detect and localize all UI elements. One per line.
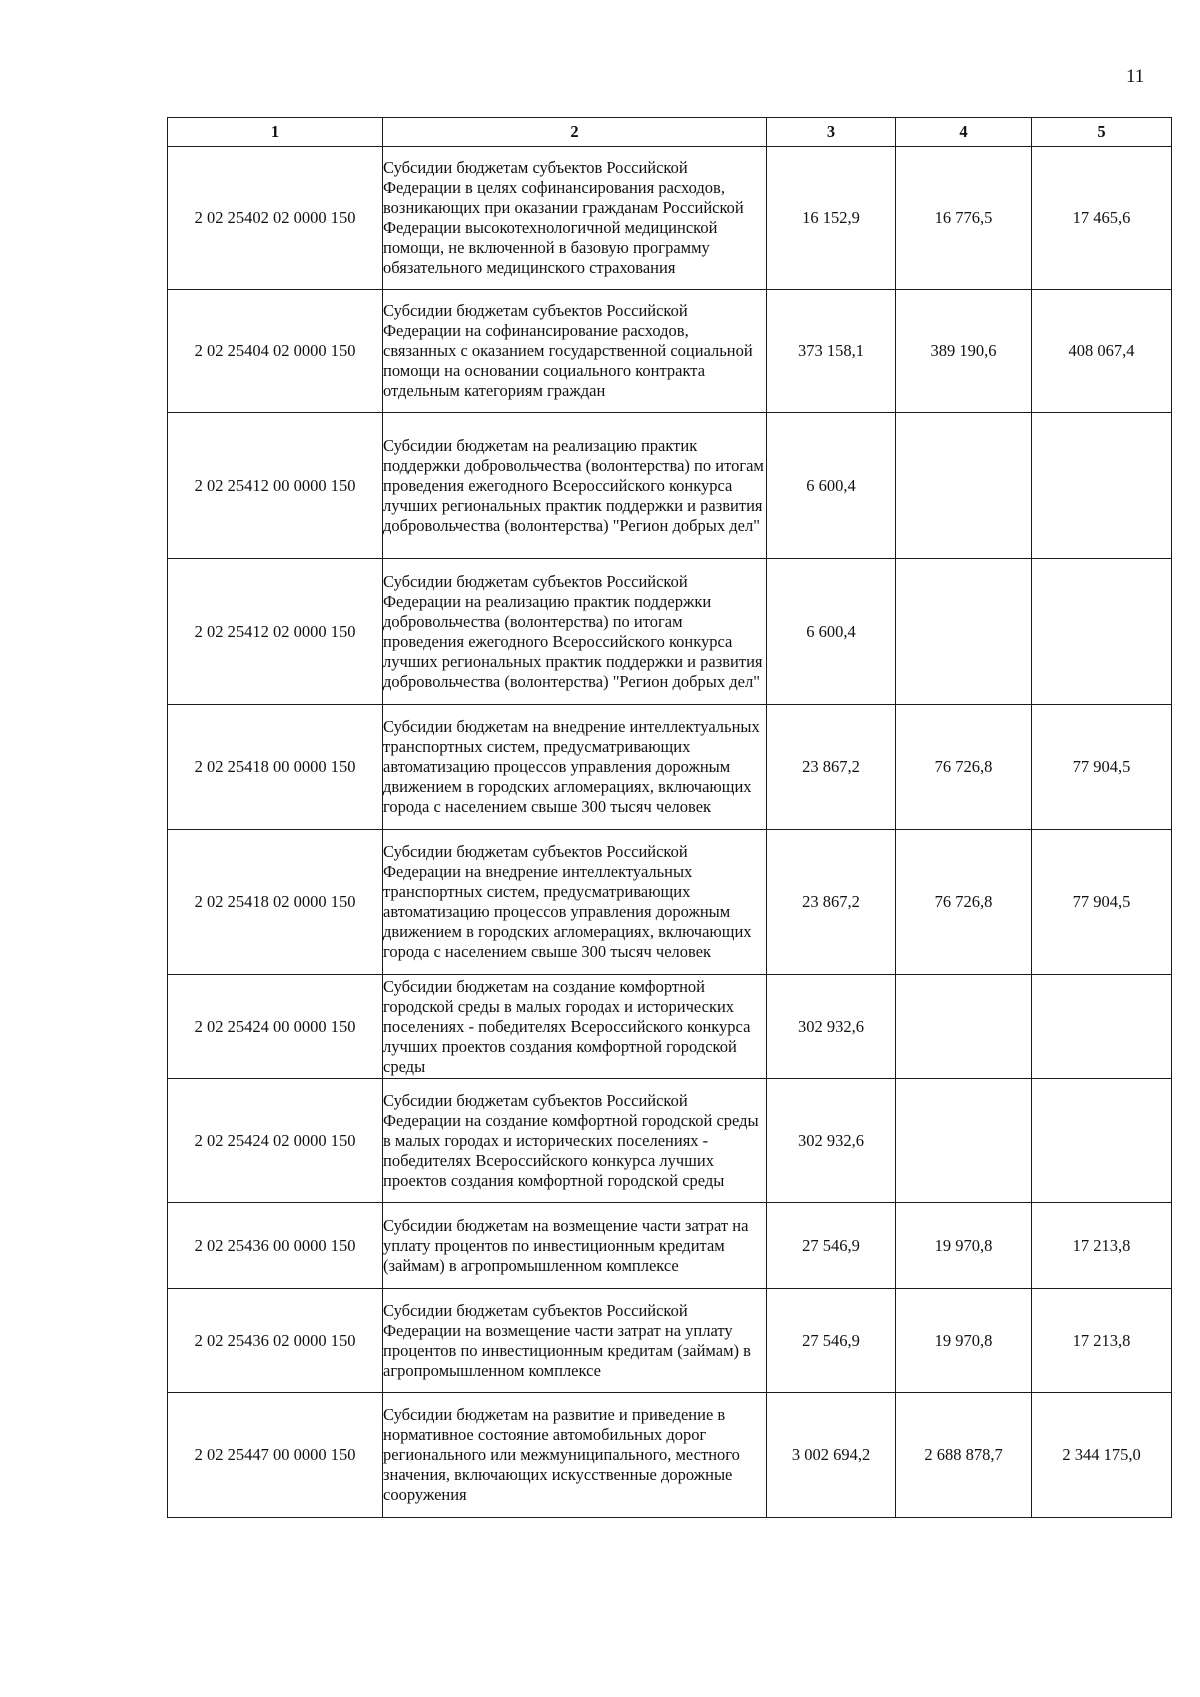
row-code: 2 02 25418 00 0000 150 bbox=[168, 705, 383, 830]
row-value-col5: 17 213,8 bbox=[1032, 1203, 1172, 1289]
table-row bbox=[168, 290, 1172, 413]
row-value-col5: 2 344 175,0 bbox=[1032, 1393, 1172, 1518]
row-value-col5 bbox=[1032, 413, 1172, 559]
row-code: 2 02 25404 02 0000 150 bbox=[168, 290, 383, 413]
row-value-col5: 17 465,6 bbox=[1032, 147, 1172, 290]
table-row bbox=[168, 147, 1172, 290]
row-description: Субсидии бюджетам на реализацию практик поддержки добровольчества (волонтерства) по итогам проведения ежегодного Всероссийского конкурса лучших региональных практик поддержки и развития добровольчества (волонтерства) "Регион добрых дел" bbox=[383, 413, 767, 559]
table-row bbox=[168, 559, 1172, 705]
column-header-1: 1 bbox=[168, 118, 383, 147]
row-value-col3: 16 152,9 bbox=[767, 147, 896, 290]
row-value-col4 bbox=[896, 559, 1032, 705]
row-value-col4: 16 776,5 bbox=[896, 147, 1032, 290]
row-value-col5: 77 904,5 bbox=[1032, 830, 1172, 975]
row-value-col5 bbox=[1032, 559, 1172, 705]
row-value-col4: 2 688 878,7 bbox=[896, 1393, 1032, 1518]
row-value-col4: 76 726,8 bbox=[896, 830, 1032, 975]
row-code: 2 02 25424 00 0000 150 bbox=[168, 975, 383, 1079]
row-code: 2 02 25402 02 0000 150 bbox=[168, 147, 383, 290]
column-header-5: 5 bbox=[1032, 118, 1172, 147]
row-value-col4: 19 970,8 bbox=[896, 1203, 1032, 1289]
row-value-col3: 3 002 694,2 bbox=[767, 1393, 896, 1518]
table-row bbox=[168, 1393, 1172, 1518]
row-description: Субсидии бюджетам субъектов Российской Федерации на создание комфортной городской среды в малых городах и исторических поселениях - победителях Всероссийского конкурса лучших проектов создания комфортной городской среды bbox=[383, 1079, 767, 1203]
row-code: 2 02 25412 00 0000 150 bbox=[168, 413, 383, 559]
table-row bbox=[168, 1079, 1172, 1203]
row-value-col4: 76 726,8 bbox=[896, 705, 1032, 830]
row-code: 2 02 25418 02 0000 150 bbox=[168, 830, 383, 975]
row-value-col3: 23 867,2 bbox=[767, 705, 896, 830]
table-row bbox=[168, 413, 1172, 559]
row-value-col3: 27 546,9 bbox=[767, 1289, 896, 1393]
table-header bbox=[168, 118, 1172, 147]
header-row bbox=[168, 118, 1172, 147]
row-value-col4 bbox=[896, 975, 1032, 1079]
row-description: Субсидии бюджетам субъектов Российской Федерации в целях софинансирования расходов, возникающих при оказании гражданам Российской Федерации высокотехнологичной медицинской помощи, не включенной в базовую программу обязательного медицинского страхования bbox=[383, 147, 767, 290]
row-value-col5: 408 067,4 bbox=[1032, 290, 1172, 413]
row-value-col3: 23 867,2 bbox=[767, 830, 896, 975]
row-description: Субсидии бюджетам субъектов Российской Федерации на внедрение интеллектуальных транспортных систем, предусматривающих автоматизацию процессов управления дорожным движением в городских агломерациях, включающих города с населением свыше 300 тысяч человек bbox=[383, 830, 767, 975]
row-value-col4: 389 190,6 bbox=[896, 290, 1032, 413]
row-description: Субсидии бюджетам на создание комфортной городской среды в малых городах и исторических поселениях - победителях Всероссийского конкурса лучших проектов создания комфортной городской среды bbox=[383, 975, 767, 1079]
row-code: 2 02 25436 00 0000 150 bbox=[168, 1203, 383, 1289]
row-value-col3: 6 600,4 bbox=[767, 413, 896, 559]
table-row bbox=[168, 830, 1172, 975]
row-description: Субсидии бюджетам субъектов Российской Федерации на софинансирование расходов, связанных с оказанием государственной социальной помощи на основании социального контракта отдельным категориям граждан bbox=[383, 290, 767, 413]
row-value-col4: 19 970,8 bbox=[896, 1289, 1032, 1393]
row-description: Субсидии бюджетам на внедрение интеллектуальных транспортных систем, предусматривающих автоматизацию процессов управления дорожным движением в городских агломерациях, включающих города с населением свыше 300 тысяч человек bbox=[383, 705, 767, 830]
table-row bbox=[168, 1289, 1172, 1393]
row-description: Субсидии бюджетам субъектов Российской Федерации на реализацию практик поддержки добровольчества (волонтерства) по итогам проведения ежегодного Всероссийского конкурса лучших региональных практик поддержки и развития добровольчества (волонтерства) "Регион добрых дел" bbox=[383, 559, 767, 705]
page-number: 11 bbox=[1126, 66, 1145, 87]
row-value-col3: 302 932,6 bbox=[767, 975, 896, 1079]
table-row bbox=[168, 705, 1172, 830]
row-value-col4 bbox=[896, 1079, 1032, 1203]
row-code: 2 02 25447 00 0000 150 bbox=[168, 1393, 383, 1518]
column-header-3: 3 bbox=[767, 118, 896, 147]
row-value-col5: 77 904,5 bbox=[1032, 705, 1172, 830]
table-body bbox=[168, 147, 1172, 1518]
table-row bbox=[168, 975, 1172, 1079]
row-value-col5: 17 213,8 bbox=[1032, 1289, 1172, 1393]
row-value-col3: 302 932,6 bbox=[767, 1079, 896, 1203]
row-value-col3: 373 158,1 bbox=[767, 290, 896, 413]
row-code: 2 02 25412 02 0000 150 bbox=[168, 559, 383, 705]
column-header-4: 4 bbox=[896, 118, 1032, 147]
column-header-2: 2 bbox=[383, 118, 767, 147]
row-value-col4 bbox=[896, 413, 1032, 559]
row-description: Субсидии бюджетам субъектов Российской Федерации на возмещение части затрат на уплату процентов по инвестиционным кредитам (займам) в агропромышленном комплексе bbox=[383, 1289, 767, 1393]
row-description: Субсидии бюджетам на возмещение части затрат на уплату процентов по инвестиционным кредитам (займам) в агропромышленном комплексе bbox=[383, 1203, 767, 1289]
row-value-col3: 6 600,4 bbox=[767, 559, 896, 705]
row-value-col5 bbox=[1032, 1079, 1172, 1203]
row-value-col5 bbox=[1032, 975, 1172, 1079]
table-row bbox=[168, 1203, 1172, 1289]
row-code: 2 02 25424 02 0000 150 bbox=[168, 1079, 383, 1203]
budget-table bbox=[167, 117, 1172, 1518]
row-value-col3: 27 546,9 bbox=[767, 1203, 896, 1289]
row-description: Субсидии бюджетам на развитие и приведение в нормативное состояние автомобильных дорог регионального или межмуниципального, местного значения, включающих искусственные дорожные сооружения bbox=[383, 1393, 767, 1518]
row-code: 2 02 25436 02 0000 150 bbox=[168, 1289, 383, 1393]
